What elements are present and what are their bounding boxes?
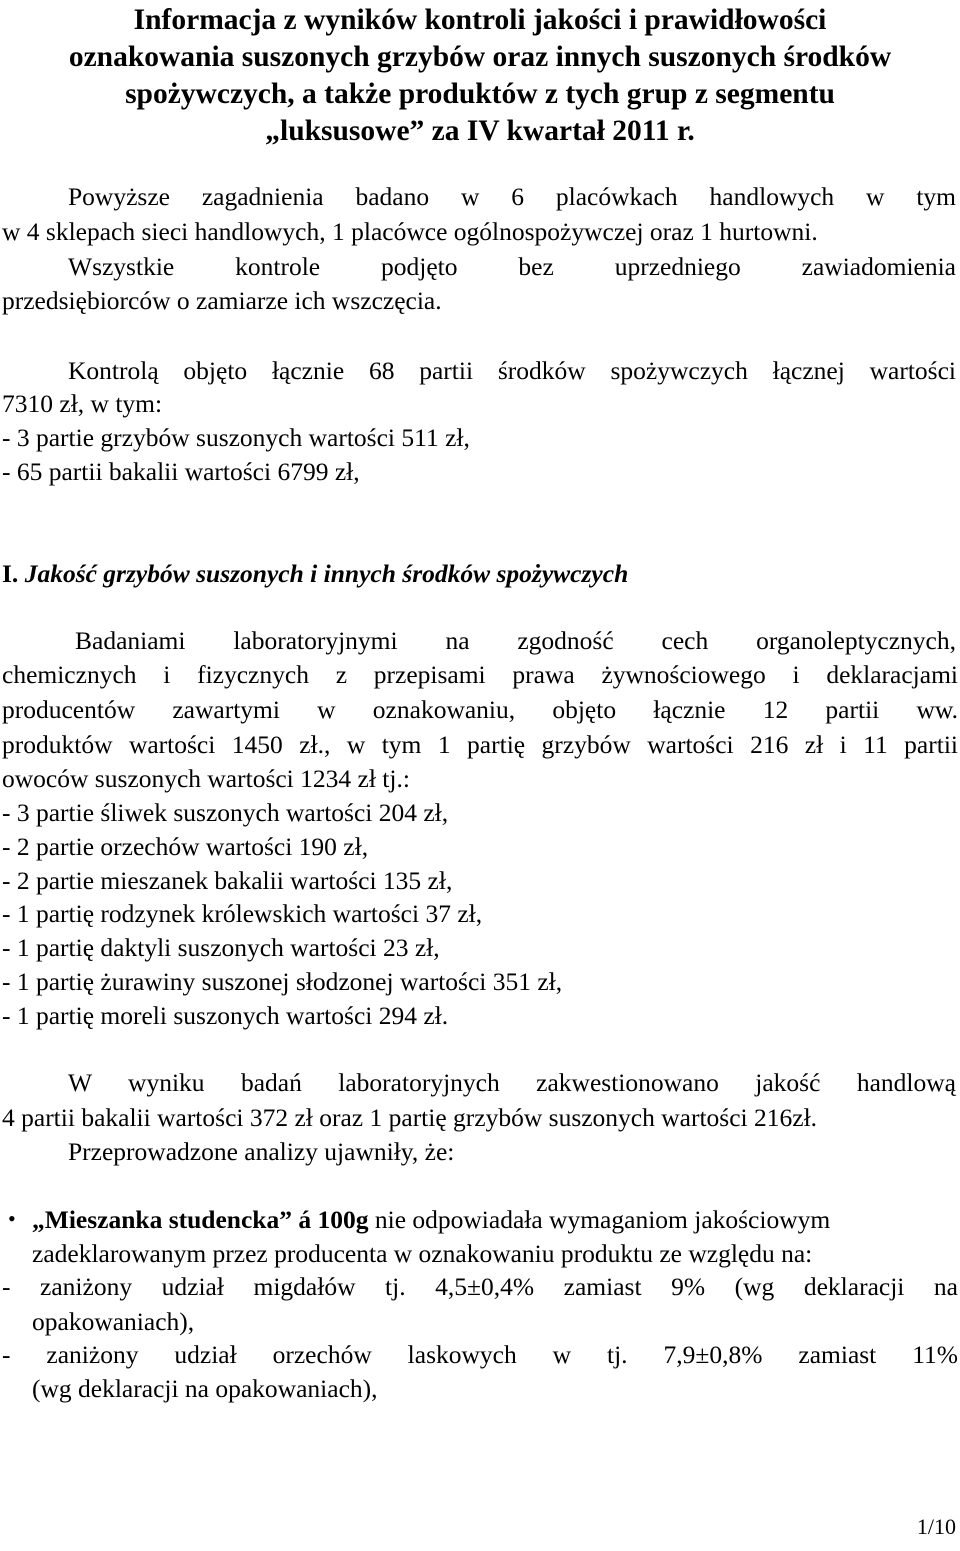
list-item: - 1 partię żurawiny suszonej słodzonej wartości 351 zł,	[2, 967, 563, 996]
intro-line: Wszystkie kontrole podjęto bez uprzedniego zawiadomienia	[68, 252, 956, 281]
finding-line: (wg deklaracji na opakowaniach),	[32, 1374, 378, 1403]
finding-line: zadeklarowanym przez producenta w oznakowaniu produktu ze względu na:	[32, 1239, 813, 1268]
intro-line: w 4 sklepach sieci handlowych, 1 placówce ogólnospożywczej oraz 1 hurtowni.	[2, 217, 818, 246]
intro-line: Powyższe zagadnienia badano w 6 placówkach handlowych w tym	[68, 182, 956, 211]
intro-line: przedsiębiorców o zamiarze ich wszczęcia.	[2, 286, 442, 315]
lab-line: Badaniami laboratoryjnymi na zgodność cech organoleptycznych,	[75, 626, 956, 655]
scope-line: 7310 zł, w tym:	[2, 389, 163, 418]
section-heading	[2, 557, 628, 591]
lab-line: chemicznych i fizycznych z przepisami prawa żywnościowego i deklaracjami	[2, 660, 958, 689]
title-line: „luksusowe” za IV kwartał 2011 r.	[265, 115, 695, 147]
scope-line: Kontrolą objęto łącznie 68 partii środków spożywczych łącznej wartości	[68, 356, 956, 385]
list-item: - 1 partię daktyli suszonych wartości 23 zł,	[2, 933, 440, 962]
scope-line: - 65 partii bakalii wartości 6799 zł,	[2, 457, 360, 486]
result-line: 4 partii bakalii wartości 372 zł oraz 1 partię grzybów suszonych wartości 216zł.	[2, 1103, 818, 1132]
result-line: Przeprowadzone analizy ujawniły, że:	[68, 1137, 455, 1166]
list-item: - 1 partię moreli suszonych wartości 294 zł.	[2, 1001, 449, 1030]
title-line: oznakowania suszonych grzybów oraz innych suszonych środków	[68, 41, 892, 73]
product-name: „Mieszanka studencka” á 100g	[32, 1205, 369, 1234]
finding-line: - zaniżony udział migdałów tj. 4,5±0,4% zamiast 9% (wg deklaracji na	[2, 1272, 958, 1301]
lab-line: owoców suszonych wartości 1234 zł tj.:	[2, 764, 410, 793]
list-item: - 2 partie mieszanek bakalii wartości 135 zł,	[2, 866, 453, 895]
document-title	[0, 2, 960, 150]
finding-text: nie odpowiadała wymaganiom jakościowym	[368, 1205, 831, 1234]
list-item: - 3 partie śliwek suszonych wartości 204 zł,	[2, 798, 449, 827]
result-line: W wyniku badań laboratoryjnych zakwestionowano jakość handlową	[68, 1068, 956, 1097]
page-number: 1/10	[916, 1514, 956, 1539]
scope-line: - 3 partie grzybów suszonych wartości 511 zł,	[2, 423, 470, 452]
list-item: - 2 partie orzechów wartości 190 zł,	[2, 832, 369, 861]
finding-line: opakowaniach),	[32, 1307, 195, 1336]
finding-line	[32, 1203, 830, 1237]
lab-line: produktów wartości 1450 zł., w tym 1 partię grzybów wartości 216 zł i 11 partii	[2, 730, 958, 759]
lab-line: producentów zawartymi w oznakowaniu, objęto łącznie 12 partii ww.	[2, 695, 958, 724]
title-line: Informacja z wyników kontroli jakości i prawidłowości	[133, 4, 827, 36]
bullet-icon: •	[8, 1206, 16, 1231]
section-title: Jakość grzybów suszonych i innych środków spożywczych	[24, 559, 629, 588]
section-number: I.	[2, 559, 19, 588]
title-line: spożywczych, a także produktów z tych grup z segmentu	[125, 78, 835, 110]
finding-line: - zaniżony udział orzechów laskowych w tj. 7,9±0,8% zamiast 11%	[2, 1340, 958, 1369]
list-item: - 1 partię rodzynek królewskich wartości 37 zł,	[2, 899, 483, 928]
